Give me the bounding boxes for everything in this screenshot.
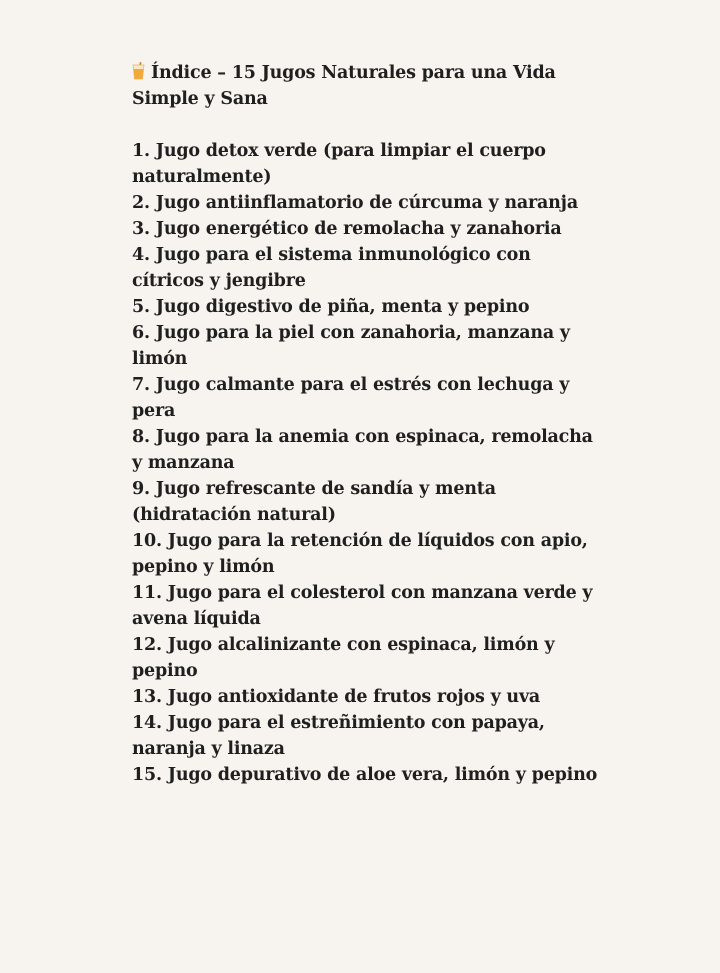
list-item: 8. Jugo para la anemia con espinaca, remolacha y manzana — [132, 427, 593, 473]
list-item: 7. Jugo calmante para el estrés con lechuga y pera — [132, 375, 570, 421]
list-item: 6. Jugo para la piel con zanahoria, manzana y limón — [132, 323, 570, 369]
list-item: 12. Jugo alcalinizante con espinaca, limón y pepino — [132, 635, 555, 681]
list-item: 9. Jugo refrescante de sandía y menta (hidratación natural) — [132, 479, 496, 525]
list-item: 3. Jugo energético de remolacha y zanahoria — [132, 219, 562, 239]
index-title-text: Índice – 15 Jugos Naturales para una Vida Simple y Sana — [132, 63, 556, 109]
list-item: 13. Jugo antioxidante de frutos rojos y uva — [132, 687, 541, 707]
juice-list — [132, 138, 602, 788]
list-item: 5. Jugo digestivo de piña, menta y pepino — [132, 297, 530, 317]
list-item: 11. Jugo para el colesterol con manzana verde y avena líquida — [132, 583, 593, 629]
list-item: 15. Jugo depurativo de aloe vera, limón y pepino — [132, 765, 598, 785]
index-document — [132, 60, 602, 788]
list-item: 4. Jugo para el sistema inmunológico con cítricos y jengibre — [132, 245, 531, 291]
list-item: 1. Jugo detox verde (para limpiar el cuerpo naturalmente) — [132, 141, 546, 187]
list-item: 10. Jugo para la retención de líquidos con apio, pepino y limón — [132, 531, 588, 577]
index-title — [132, 60, 602, 112]
list-item: 14. Jugo para el estreñimiento con papaya, naranja y linaza — [132, 713, 545, 759]
list-item: 2. Jugo antiinflamatorio de cúrcuma y naranja — [132, 193, 578, 213]
juice-glass-icon — [132, 62, 145, 80]
